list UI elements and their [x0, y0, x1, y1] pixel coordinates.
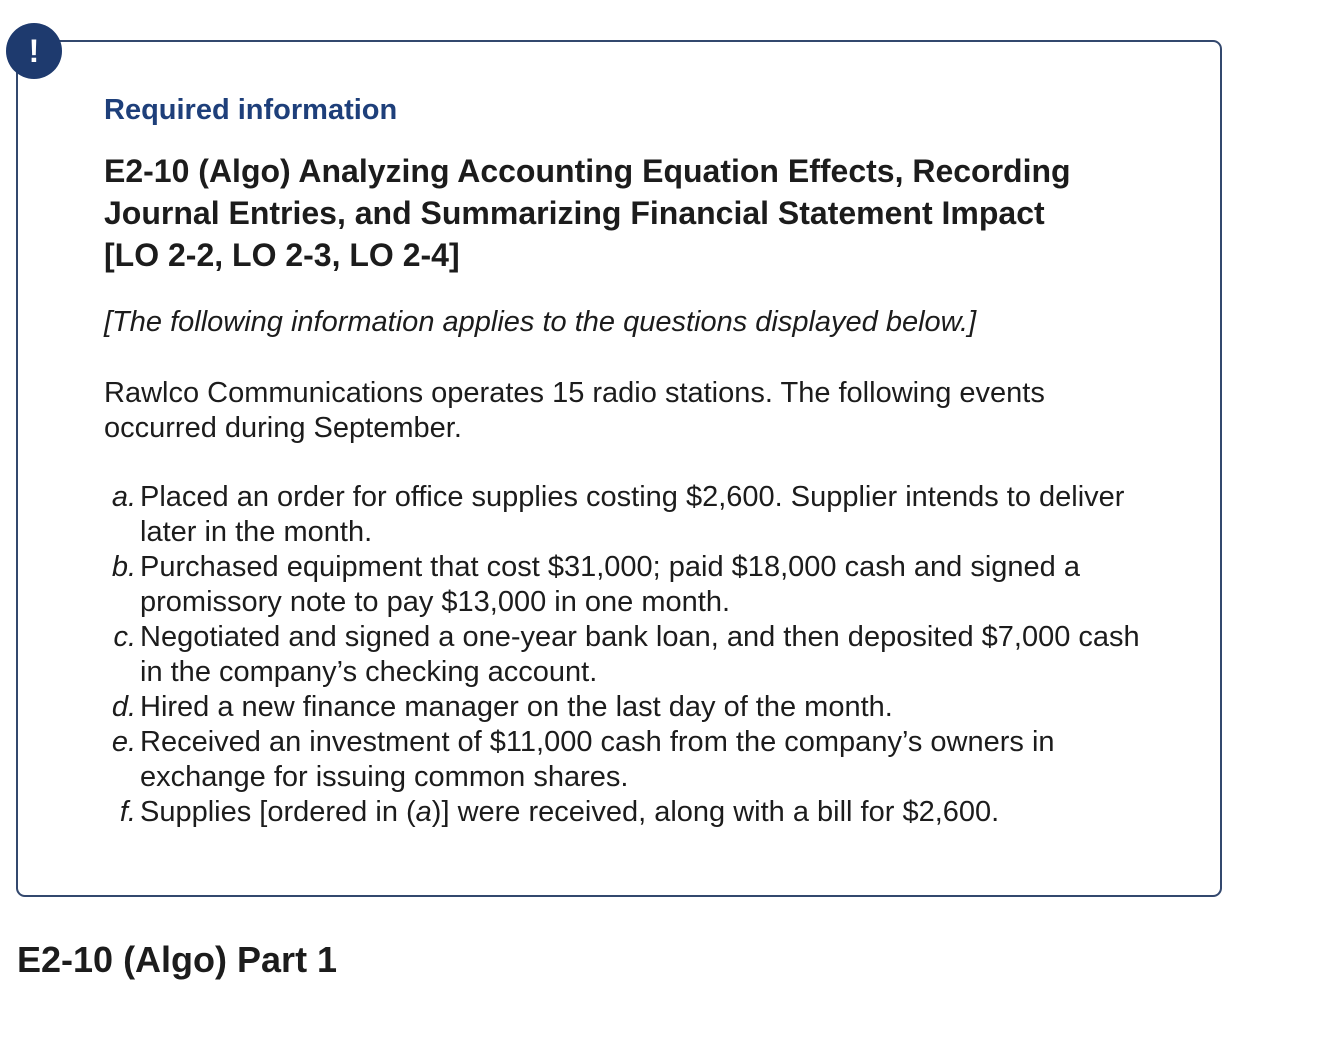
event-text-after: )] were received, along with a bill for $2,600. — [431, 796, 1000, 828]
part-title: E2-10 (Algo) Part 1 — [17, 939, 338, 980]
scenario-paragraph: Rawlco Communications operates 15 radio stations. The following events occurred during September. — [104, 377, 1045, 444]
event-text: Received an investment of $11,000 cash from the company’s owners in exchange for issuing common shares. — [140, 726, 1055, 793]
intro-note: [The following information applies to the questions displayed below.] — [104, 306, 977, 338]
required-information-panel — [16, 40, 1222, 897]
exercise-title-line-1: E2-10 (Algo) Analyzing Accounting Equation Effects, Recording — [104, 153, 1071, 189]
events-list — [104, 480, 1154, 830]
event-letter: f. — [119, 796, 136, 828]
list-item — [104, 620, 1154, 690]
event-text: Hired a new finance manager on the last day of the month. — [140, 691, 893, 723]
event-text — [140, 796, 999, 828]
list-item — [104, 690, 1154, 725]
event-letter: e. — [111, 726, 136, 758]
event-text-italic: a — [415, 796, 432, 828]
event-letter: d. — [111, 691, 136, 723]
panel-content — [104, 90, 1154, 830]
exercise-title-line-3: [LO 2-2, LO 2-3, LO 2-4] — [104, 237, 460, 273]
event-letter: b. — [111, 551, 136, 583]
list-item — [104, 795, 1154, 830]
list-item — [104, 480, 1154, 550]
list-item — [104, 550, 1154, 620]
event-letter: c. — [113, 621, 136, 653]
list-item — [104, 725, 1154, 795]
alert-icon: ! — [6, 23, 62, 79]
required-information-heading: Required information — [104, 94, 398, 126]
event-text: Purchased equipment that cost $31,000; paid $18,000 cash and signed a promissory note to pay $13,000 in one month. — [140, 551, 1080, 618]
exercise-title — [104, 150, 1154, 276]
event-letter: a. — [111, 481, 136, 513]
exercise-title-line-2: Journal Entries, and Summarizing Financial Statement Impact — [104, 195, 1045, 231]
event-text: Negotiated and signed a one-year bank loan, and then deposited $7,000 cash in the company’s checking account. — [140, 621, 1140, 688]
event-text-before: Supplies [ordered in ( — [140, 796, 416, 828]
event-text: Placed an order for office supplies costing $2,600. Supplier intends to deliver later in the month. — [140, 481, 1125, 548]
